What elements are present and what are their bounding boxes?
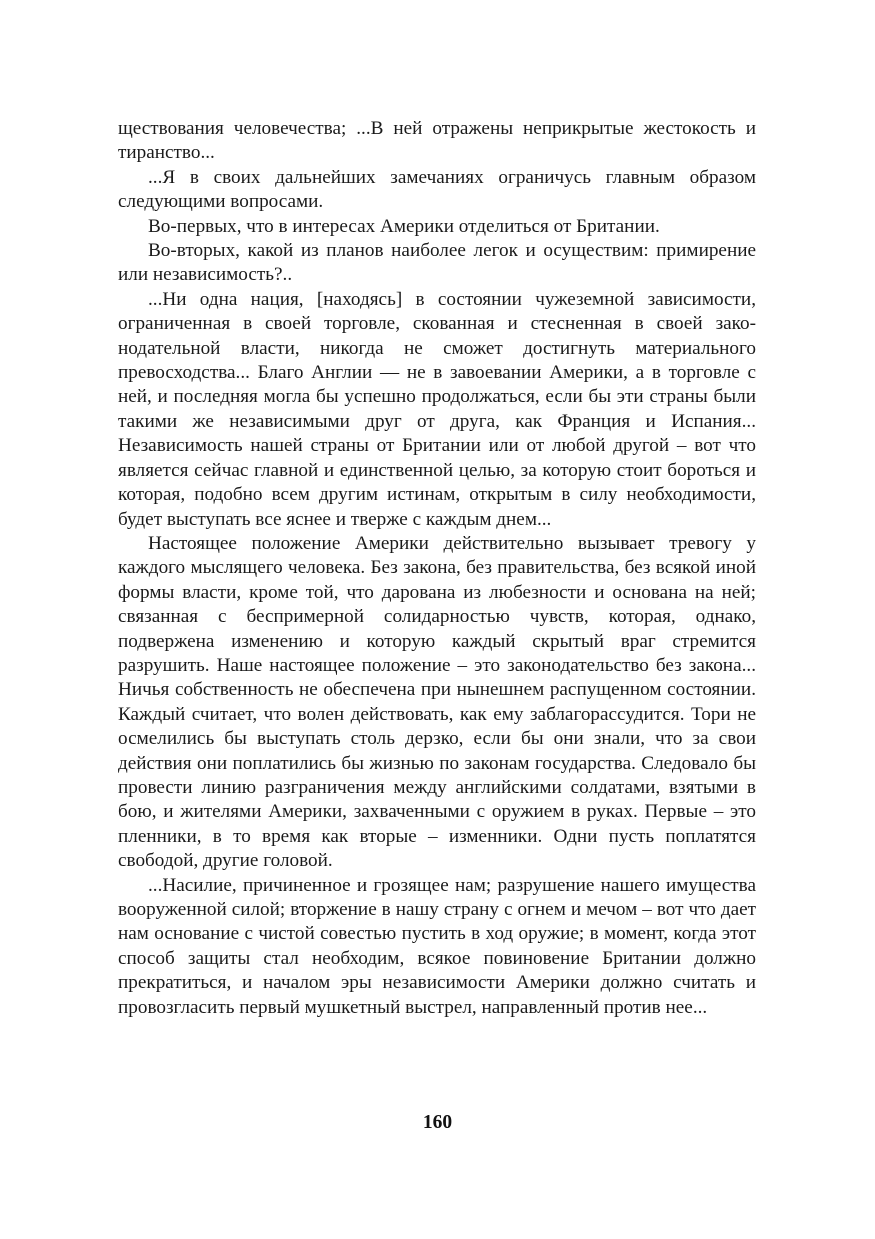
paragraph: ...Я в своих дальнейших замечаниях ограничусь главным образом следующими вопросами. <box>118 166 756 213</box>
paragraph-continuation: ществования человечества; ...В ней отражены неприкрытые жестокость и тиранство... <box>118 118 756 164</box>
paragraph: ...Ни одна нация, [находясь] в состоянии чужеземной зависимости, ограниченная в своей торговле, скованная и стесненная в своей законодательной власти, никогда не сможет достигнуть материального превосходства... Благо Англии — не в завоевании Америки, а в торговле с ней, и последняя могла бы успешно продолжаться, если бы эти страны были такими же независимыми друг от друга, как Франция и Испания... Независимость нашей страны от Британии или от любой другой – вот что является сейчас главной и единственной целью, за которую стоит бороться и которая, подобно всем другим истинам, открытым в силу необходимости, будет выступать все яснее и тверже с каждым днем... <box>118 288 756 530</box>
body-text <box>118 117 756 1020</box>
paragraph: Во-вторых, какой из планов наиболее легок и осуществим: примирение или независимость?.. <box>118 240 756 286</box>
page-number: 160 <box>422 1112 453 1133</box>
paragraph: Во-первых, что в интересах Америки отделиться от Британии. <box>148 215 660 237</box>
paragraph: ...Насилие, причиненное и грозящее нам; разрушение нашего имущества вооруженной силой; вторжение в нашу страну с огнем и мечом – вот что дает нам основание с чистой совестью пустить в ход оружие; в момент, когда этот способ защиты стал необходим, всякое повиновение Британии должно прекратиться, и началом эры независимости Америки должно считать и провозгласить первый мушкетный выстрел, направленный против нее... <box>118 874 756 1018</box>
paragraph: Настоящее положение Америки действительно вызывает тревогу у каждого мыслящего человека. Без закона, без правительства, без всякой иной формы власти, кроме той, что дарована из любезности и основана на ней; связанная с беспримерной солидарностью чувств, которая, однако, подвержена изменению и которую каждый скрытый враг стремится разрушить. Наше настоящее положение – это законодательство без закона... Ничья собственность не обеспечена при нынешнем распущенном состоянии. Каждый считает, что волен действовать, как ему заблагорассудится. Тори не осмелились бы выступать столь дерзко, если бы они знали, что за свои действия они поплатились бы жизнью по законам государства. Следовало бы провести линию разграничения между английскими солдатами, взятыми в бою, и жителями Америки, захваченными с оружием в руках. Первые – это пленники, в то время как вторые – изменники. Одни пусть поплатятся свободой, другие головой. <box>118 532 756 872</box>
